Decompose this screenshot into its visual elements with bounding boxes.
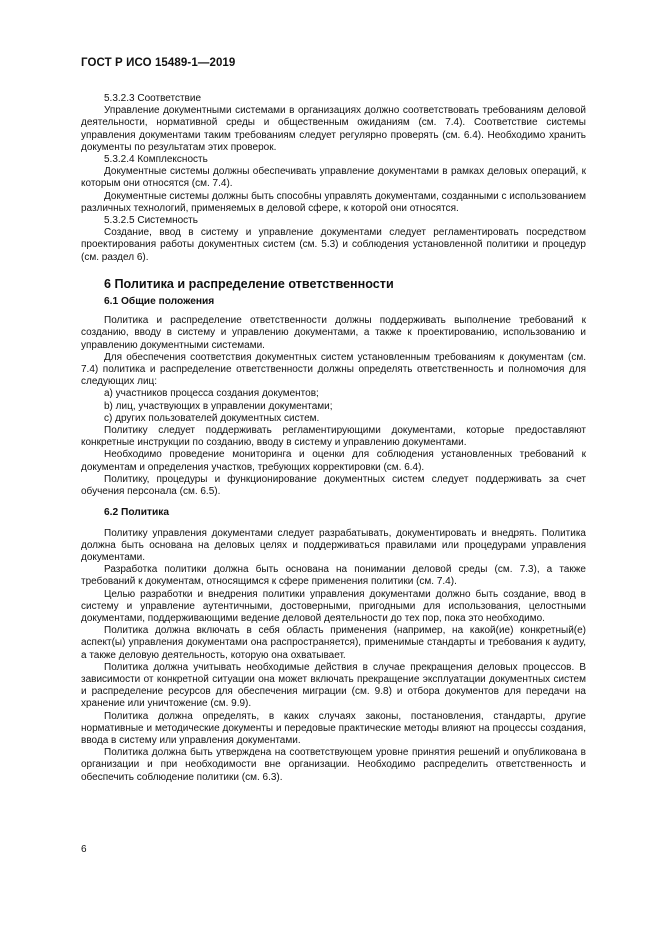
body-paragraph: Политика должна быть утверждена на соответствующем уровне принятия решений и опубликована в организации и при необходимости вне организации. Необходимо распределить ответственность и обеспечить соблюдение политики (см. 6.3). bbox=[81, 747, 586, 783]
list-item: a) участников процесса создания документов; bbox=[104, 388, 319, 400]
body-paragraph: Для обеспечения соответствия документных систем установленным требованиям к документам (см. 7.4) политика и распределение ответственности должны определять ответственность и полномочия для следующих лиц: bbox=[81, 351, 586, 388]
body-paragraph: Политику управления документами следует разрабатывать, документировать и внедрять. Политика должна быть основана на деловых целях и поддерживаться правилами или процедурами управления документами. bbox=[81, 527, 586, 563]
body-paragraph: Документные системы должны обеспечивать управление документами в рамках деловых операций, к которым они относятся (см. 7.4). bbox=[81, 166, 586, 190]
body-paragraph: Политика должна включать в себя область применения (например, на какой(ие) конкретный(е) аспект(ы) управления документами она распространяется), применимые стандарты и требования к аудиту, а также деловую деятельность, которую она охватывает. bbox=[81, 625, 586, 661]
section-6-2-heading: 6.2 Политика bbox=[104, 507, 170, 519]
subsection-heading: 5.3.2.4 Комплексность bbox=[104, 154, 208, 166]
list-item: c) других пользователей документных систем. bbox=[104, 412, 320, 424]
subsection-heading: 5.3.2.3 Соответствие bbox=[104, 93, 202, 104]
list-item: b) лиц, участвующих в управлении документами; bbox=[104, 400, 333, 412]
body-paragraph: Политику, процедуры и функционирование документных систем следует поддерживать за счет обучения персонала (см. 6.5). bbox=[81, 473, 586, 498]
body-paragraph: Создание, ввод в систему и управление документами следует регламентировать посредством проектирования работы документных систем (см. 5.3) и соблюдения установленной политики и процедур (см. раздел 6). bbox=[81, 227, 586, 263]
section-6-heading: 6 Политика и распределение ответственности bbox=[104, 276, 394, 291]
page-number: 6 bbox=[81, 844, 87, 855]
body-paragraph: Политика должна учитывать необходимые действия в случае прекращения деловых процессов. В зависимости от конкретной ситуации она может включать прекращение эксплуатации документных систем и распределение ресурсов для обеспечения миграции (см. 9.8) и отбора документов для передачи на хранение или уничтожение (см. 9.9). bbox=[81, 661, 586, 710]
document-header: ГОСТ Р ИСО 15489-1—2019 bbox=[81, 57, 236, 69]
body-paragraph: Необходимо проведение мониторинга и оценки для соблюдения установленных требований к документам и определения участков, требующих корректировки (см. 6.4). bbox=[81, 449, 586, 473]
subsection-5-3-2 bbox=[81, 93, 586, 264]
section-6-1-body bbox=[81, 315, 586, 498]
body-paragraph: Политика и распределение ответственности должны поддерживать выполнение требований к созданию, вводу в систему и управлению документами, а также к проектированию, использованию и управлению документными системами. bbox=[81, 315, 586, 351]
section-6-1-heading: 6.1 Общие положения bbox=[104, 296, 215, 308]
body-paragraph: Документные системы должны быть способны управлять документами, созданными с использованием различных технологий, применяемых в деловой сфере, к которой они относятся. bbox=[81, 190, 586, 214]
subsection-heading: 5.3.2.5 Системность bbox=[104, 215, 198, 227]
body-paragraph: Политика должна определять, в каких случаях законы, постановления, стандарты, другие нормативные и методические документы и передовые практические методы влияют на процессы создания, ввода в систему или управления документами. bbox=[81, 710, 586, 746]
body-paragraph: Политику следует поддерживать регламентирующими документами, которые предоставляют конкретные инструкции по созданию, вводу в систему и управлению документами. bbox=[81, 425, 586, 449]
body-paragraph: Целью разработки и внедрения политики управления документами должно быть создание, ввод в систему и управление аутентичными, достоверными, пригодными для использования, целостными документами, поддерживающими ведение деловой деятельности до тех пор, пока это необходимо. bbox=[81, 588, 586, 624]
body-paragraph: Управление документными системами в организациях должно соответствовать требованиям деловой деятельности, нормативной среды и общественным ожиданиям (см. 7.4). Соответствие системы управления документами таким требованиям следует регулярно проверять (см. 6.4). Необходимо хранить документы по результатам этих проверок. bbox=[81, 105, 586, 153]
section-6-2-body bbox=[81, 528, 586, 784]
body-paragraph: Разработка политики должна быть основана на понимании деловой среды (см. 7.3), а также требований к документам, относящимся к сфере применения политики (см. 7.4). bbox=[81, 564, 586, 588]
page-content bbox=[81, 93, 586, 784]
